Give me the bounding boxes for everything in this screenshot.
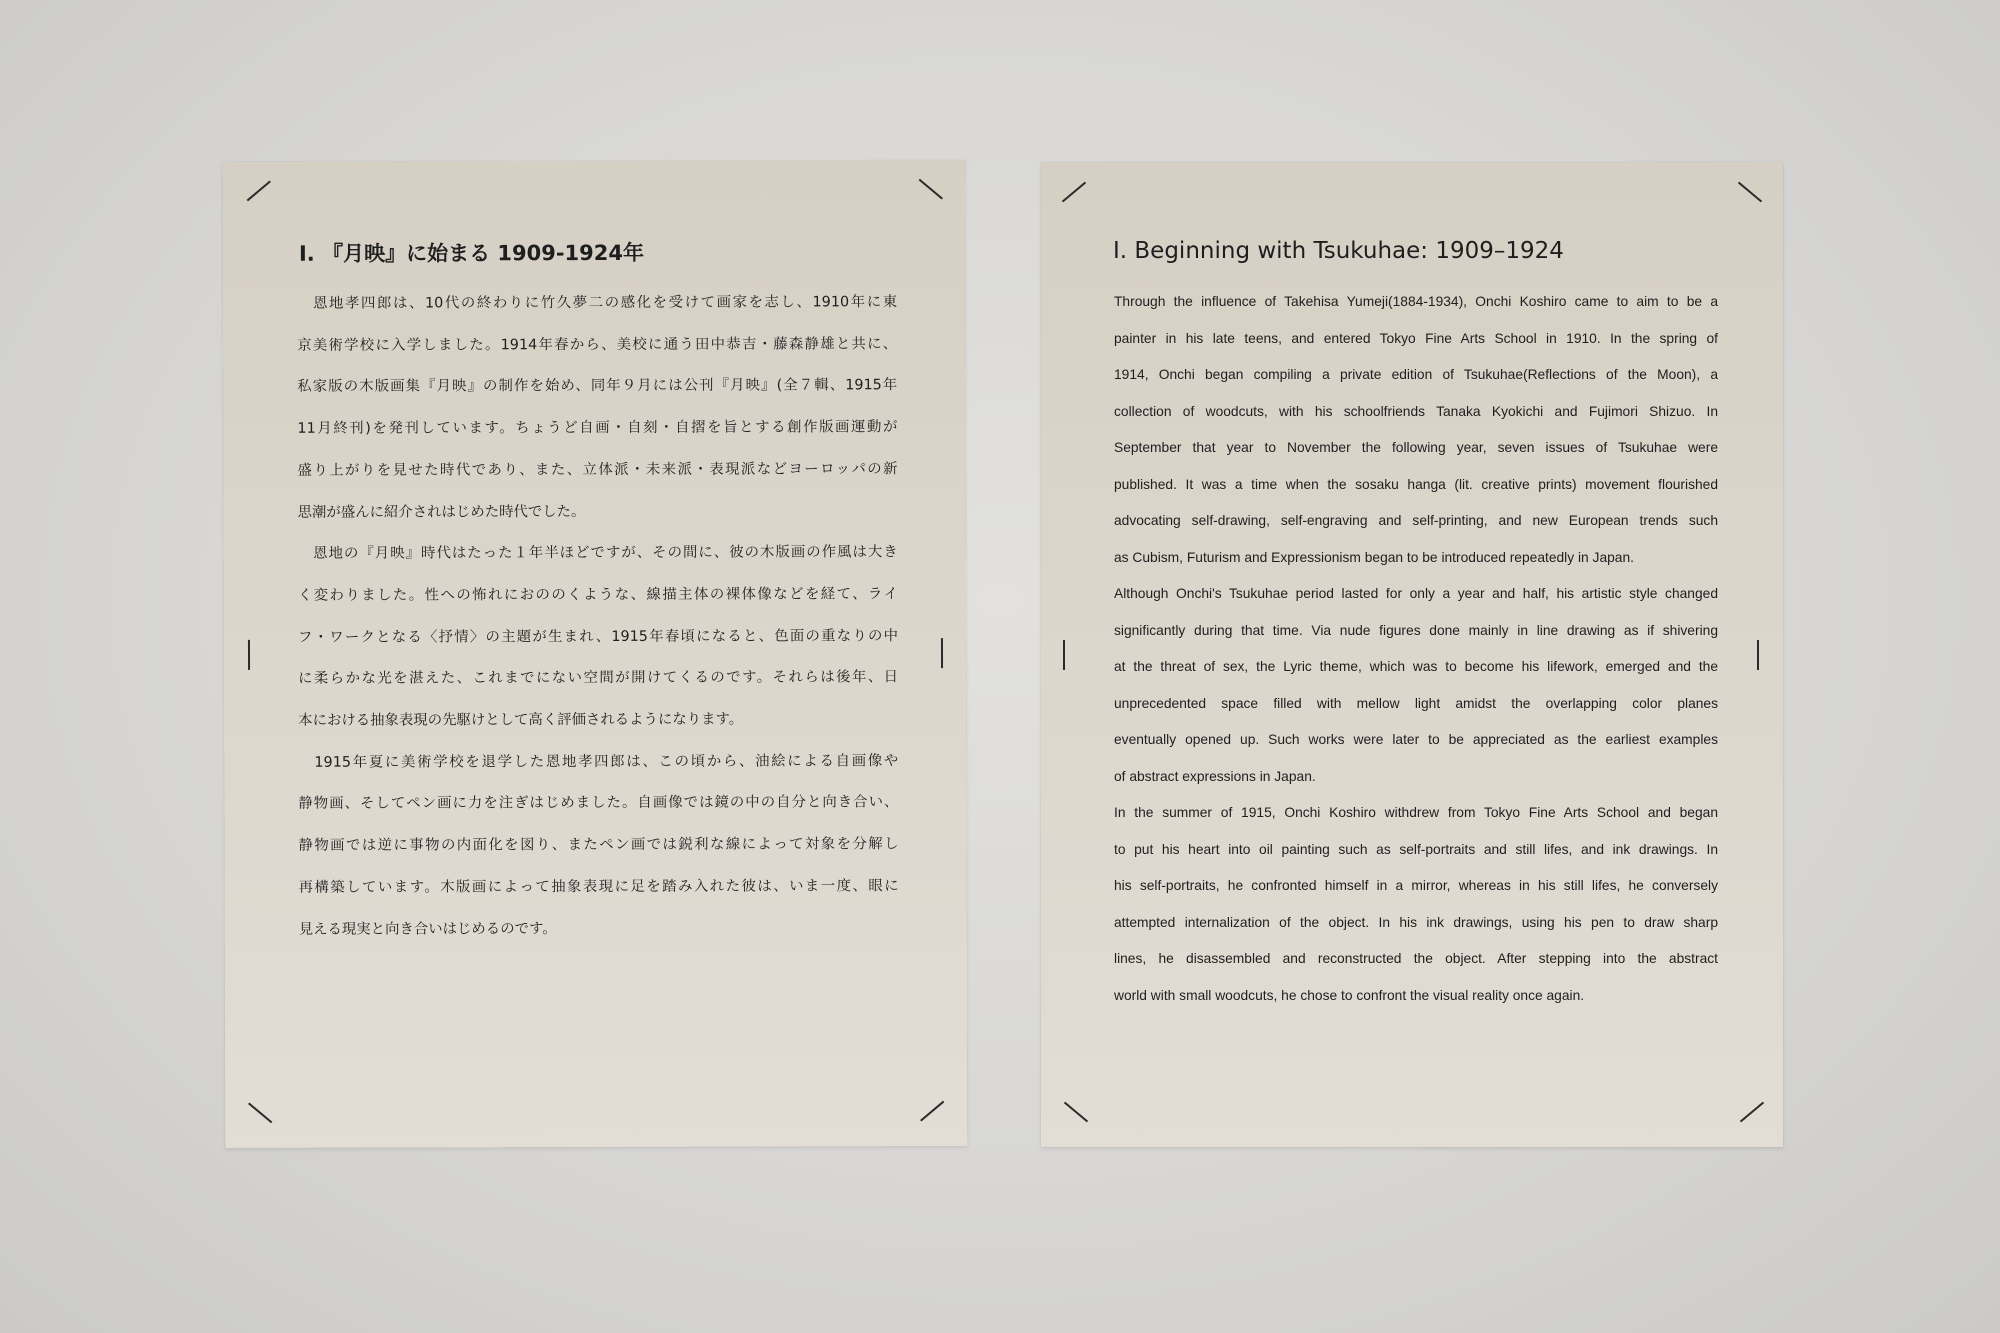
wall-text-panel-japanese [223,160,968,1148]
paragraph [297,282,898,534]
panel-heading: I. 『月映』に始まる 1909-1924年 [298,240,645,266]
text-line: attempted internalization of the object. In his ink drawings, using his pen to draw sharp [1114,914,1718,930]
text-line: 恩地孝四郎は、10代の終わりに竹久夢二の感化を受けて画家を志し、1910年に東 [297,294,898,312]
text-line: 11月終刊)を発刊しています。ちょうど自画・自刻・自摺を旨とする創作版画運動が [297,419,898,437]
text-line: く変わりました。性への怖れにおののくような、線描主体の裸体像などを経て、ライ [297,586,898,604]
text-line: 1915年夏に美術学校を退学した恩地孝四郎は、この頃から、油絵による自画像や [298,752,899,771]
corner-pin [1062,182,1086,203]
text-line: 1914, Onchi began compiling a private edition of Tsukuhae(Reflections of the Moon), a [1114,367,1718,382]
edge-pin [1757,640,1759,670]
text-line: 私家版の木版画集『月映』の制作を始め、同年９月には公刊『月映』(全７輯、1915年 [297,377,898,396]
edge-pin [941,638,943,668]
text-line: his self-portraits, he confronted himself in a mirror, whereas in his still lifes, he conversely [1114,878,1718,893]
panel-body-text [1114,284,1718,1014]
text-line: 静物画、そしてペン画に力を注ぎはじめました。自画像では鏡の中の自分と向き合い、 [298,794,899,813]
panel-heading: I. Beginning with Tsukuhae: 1909–1924 [1113,238,1564,264]
text-line: of abstract expressions in Japan. [1114,768,1316,784]
text-line: unprecedented space filled with mellow light amidst the overlapping color planes [1114,695,1718,711]
text-line: 恩地の『月映』時代はたった１年半ほどですが、その間に、彼の木版画の作風は大き [297,544,898,562]
text-line: to put his heart into oil painting such as self-portraits and still lifes, and ink drawings. In [1114,841,1718,857]
text-line: significantly during that time. Via nude figures done mainly in line drawing as if shivering [1114,622,1718,638]
text-line: Although Onchi's Tsukuhae period lasted for only a year and half, his artistic style changed [1114,586,1718,601]
text-line: collection of woodcuts, with his schoolfriends Tanaka Kyokichi and Fujimori Shizuo. In [1114,403,1718,419]
text-line: eventually opened up. Such works were later to be appreciated as the earliest examples [1114,732,1718,747]
text-line: world with small woodcuts, he chose to confront the visual reality once again. [1114,987,1585,1003]
corner-pin [1064,1102,1088,1123]
text-line: 静物画では逆に事物の内面化を図り、またペン画では鋭利な線によって対象を分解し [298,836,899,854]
panel-body-text [297,282,899,951]
text-line: 見える現実と向き合いはじめるのです。 [298,920,557,938]
text-line: In the summer of 1915, Onchi Koshiro withdrew from Tokyo Fine Arts School and began [1114,805,1718,820]
text-line: 思潮が盛んに紹介されはじめた時代でした。 [297,503,586,521]
corner-pin [247,180,271,201]
text-line: に柔らかな光を湛えた、これまでにない空間が開けてくるのです。それらは後年、日 [298,669,899,688]
corner-pin [920,1101,944,1122]
text-line: 京美術学校に入学しました。1914年春から、美校に通う田中恭吉・藤森静雄と共に、 [297,335,898,354]
text-line: 盛り上がりを見せた時代であり、また、立体派・未来派・表現派などヨーロッパの新 [297,461,898,479]
paragraph [298,741,899,951]
paragraph [298,532,899,742]
text-line: as Cubism, Futurism and Expressionism began to be introduced repeatedly in Japan. [1114,549,1634,565]
corner-pin [919,179,943,200]
text-line: at the threat of sex, the Lyric theme, which was to become his lifework, emerged and the [1114,659,1718,674]
edge-pin [1063,640,1065,670]
text-line: フ・ワークとなる〈抒情〉の主題が生まれ、1915年春頃になると、色面の重なりの中 [297,627,898,646]
text-line: September that year to November the following year, seven issues of Tsukuhae were [1114,440,1718,455]
text-line: published. It was a time when the sosaku hanga (lit. creative prints) movement flourished [1114,476,1718,492]
text-line: 再構築しています。木版画によって抽象表現に足を踏み入れた彼は、いま一度、眼に [298,878,899,896]
corner-pin [1738,182,1762,203]
wall-text-panel-english [1041,162,1783,1147]
text-line: Through the influence of Takehisa Yumeji(1884-1934), Onchi Koshiro came to aim to be a [1114,294,1718,309]
text-line: painter in his late teens, and entered Tokyo Fine Arts School in 1910. In the spring of [1114,330,1718,346]
corner-pin [248,1102,272,1123]
text-line: advocating self-drawing, self-engraving and self-printing, and new European trends such [1114,513,1718,528]
corner-pin [1740,1102,1764,1123]
edge-pin [248,640,250,670]
text-line: lines, he disassembled and reconstructed the object. After stepping into the abstract [1114,951,1718,966]
text-line: 本における抽象表現の先駆けとして高く評価されるようになります。 [298,711,744,729]
